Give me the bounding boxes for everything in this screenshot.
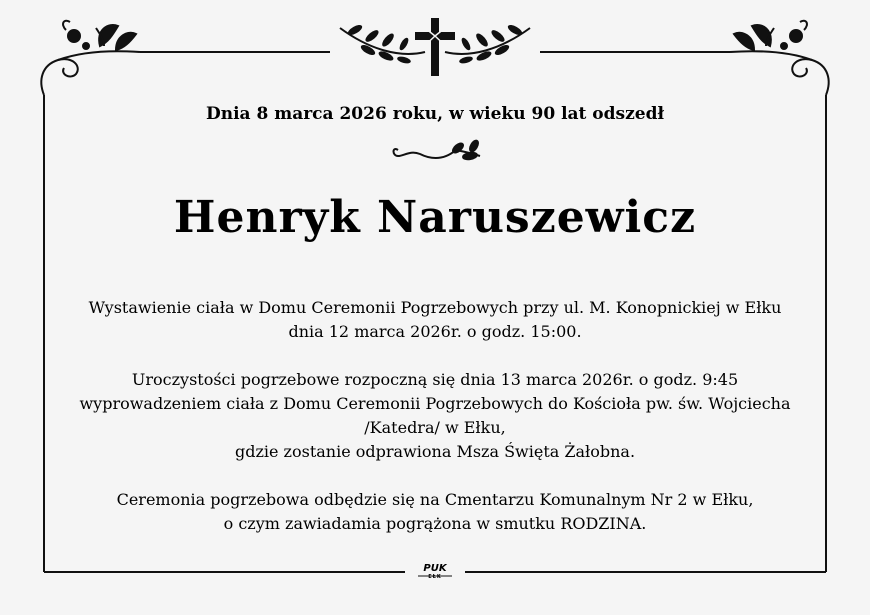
logo-text: PUK	[423, 563, 447, 574]
death-announcement-line: Dnia 8 marca 2026 roku, w wieku 90 lat odszedł	[205, 104, 665, 124]
text-line: wyprowadzeniem ciała z Domu Ceremonii Pogrzebowych do Kościoła pw. św. Wojciecha	[79, 394, 791, 413]
text-line: Wystawienie ciała w Domu Ceremonii Pogrzebowych przy ul. M. Konopnickiej w Ełku	[88, 298, 782, 317]
burial-paragraph	[50, 488, 820, 536]
text-line: dnia 12 marca 2026r. o godz. 15:00.	[288, 322, 582, 341]
cross-with-laurel-icon	[340, 18, 530, 76]
text-line: /Katedra/ w Ełku,	[364, 418, 506, 437]
text-line: Uroczystości pogrzebowe rozpoczną się dnia 13 marca 2026r. o godz. 9:45	[131, 370, 739, 389]
funeral-mass-paragraph	[50, 368, 820, 464]
text-line: o czym zawiadamia pogrążona w smutku RODZINA.	[223, 514, 647, 533]
floral-ornament-icon	[41, 21, 140, 95]
text-line: gdzie zostanie odprawiona Msza Święta Żałobna.	[234, 442, 636, 461]
deceased-name: Henryk Naruszewicz	[173, 192, 697, 243]
vine-flourish-icon	[394, 139, 481, 160]
text-line: Ceremonia pogrzebowa odbędzie się na Cmentarzu Komunalnym Nr 2 w Ełku,	[116, 490, 754, 509]
floral-ornament-icon	[730, 21, 829, 95]
viewing-paragraph	[50, 296, 820, 344]
logo-subtext: EŁK	[428, 574, 442, 580]
